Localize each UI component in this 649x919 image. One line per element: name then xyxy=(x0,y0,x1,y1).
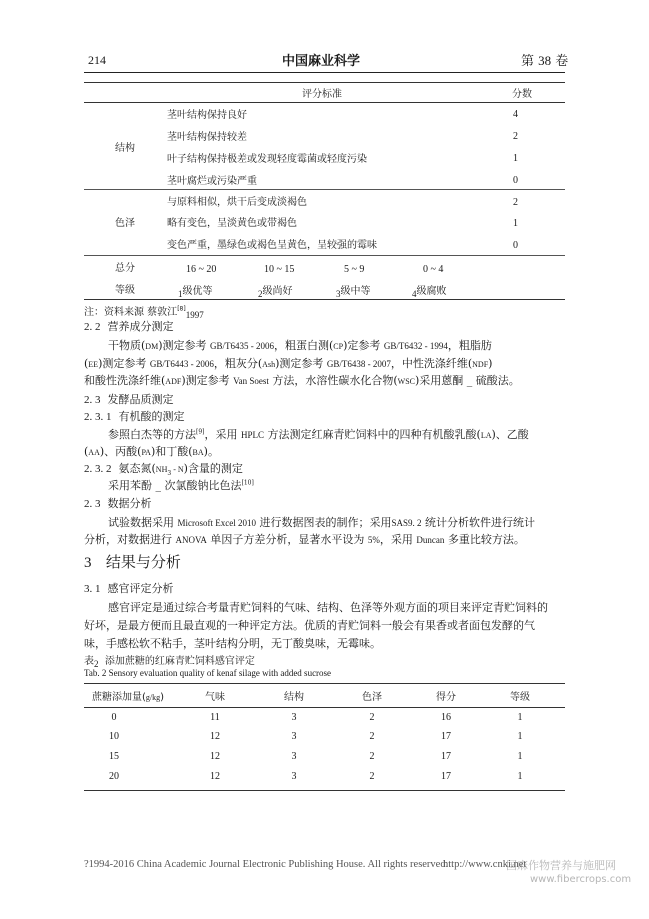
table2-header: 结构 xyxy=(284,692,304,703)
table2-cell: 2 xyxy=(369,751,375,762)
table1-criterion: 略有变色，呈淡黄色或带褐色 xyxy=(167,218,297,229)
section-heading-2-2: 2. 2 营养成分测定 xyxy=(84,320,174,333)
table1-grade: 3级中等 xyxy=(336,286,371,299)
table1-total-range: 5 ~ 9 xyxy=(344,264,365,275)
paragraph-line: 味，手感松软不粘手，茎叶结构分明，无丁酸臭味，无霉味。 xyxy=(84,637,381,650)
copyright-notice: ?1994-2016 China Academic Journal Electronic Publishing House. All rights reserved. xyxy=(84,859,449,870)
table1-score: 2 xyxy=(513,131,518,142)
paragraph-line: (AA)、丙酸(PA)和丁酸(BA)。 xyxy=(84,445,219,458)
table2-cell: 3 xyxy=(291,771,297,782)
table2-cell: 1 xyxy=(517,771,523,782)
table1-note: 注：资料来源 蔡敦江[8]1997 xyxy=(84,305,204,320)
section-heading-2-3-data: 2. 3 数据分析 xyxy=(84,497,152,510)
table1-grade: 2级尚好 xyxy=(258,286,293,299)
table2-cell: 11 xyxy=(210,712,220,723)
volume-label: 第 38 卷 xyxy=(521,53,569,69)
cnki-url[interactable]: http://www.cnki.net xyxy=(443,859,527,870)
table2-cell: 3 xyxy=(291,712,297,723)
table2-caption-en: Tab. 2 Sensory evaluation quality of kenaf silage with added sucrose xyxy=(84,668,332,678)
paragraph-line: 试验数据采用 Microsoft Excel 2010 进行数据图表的制作；采用SAS9. 2 统计分析软件进行统计 xyxy=(108,516,535,529)
table2-cell: 1 xyxy=(517,751,523,762)
table1-total-range: 10 ~ 15 xyxy=(264,264,295,275)
table2-cell: 1 xyxy=(517,731,523,742)
table1-criterion: 茎叶腐烂或污染严重 xyxy=(167,176,257,187)
table2-cell: 0 xyxy=(111,712,117,723)
table1-header-score: 分数 xyxy=(512,89,532,100)
table1-top-rule xyxy=(84,82,565,83)
table1-criterion: 茎叶结构保持良好 xyxy=(167,110,247,121)
watermark-text: 国麻作物营养与施肥网 xyxy=(506,859,616,872)
section-heading-3: 3 结果与分析 xyxy=(84,553,181,571)
table1-group-name: 色泽 xyxy=(115,218,135,229)
table1-criterion: 与原料相似，烘干后变成淡褐色 xyxy=(167,197,307,208)
table2-cell: 16 xyxy=(441,712,451,723)
table2-cell: 10 xyxy=(109,731,119,742)
table2-cell: 1 xyxy=(517,712,523,723)
table2-cell: 15 xyxy=(109,751,119,762)
table2-cell: 2 xyxy=(369,712,375,723)
paragraph-line: 感官评定是通过综合考量青贮饲料的气味、结构、色泽等外观方面的项目来评定青贮饲料的 xyxy=(108,601,548,614)
table1-score: 2 xyxy=(513,197,518,208)
table1-score: 1 xyxy=(513,218,518,229)
table1-total-label: 总分 xyxy=(115,263,135,274)
section-heading-2-3: 2. 3 发酵品质测定 xyxy=(84,393,174,406)
section-heading-3-1: 3. 1 感官评定分析 xyxy=(84,582,174,595)
table2-cell: 3 xyxy=(291,731,297,742)
table2-cell: 12 xyxy=(210,751,220,762)
table1-grade: 1级优等 xyxy=(178,286,213,299)
table1-criterion: 变色严重，墨绿色或褐色呈黄色，呈较强的霉味 xyxy=(167,240,377,251)
table1-score: 1 xyxy=(513,153,518,164)
header-rule xyxy=(84,72,565,73)
paragraph-line: 分析，对数据进行 ANOVA 单因子方差分析，显著水平设为 5%，采用 Duncan 多重比较方法。 xyxy=(84,533,525,546)
table1-grade-label: 等级 xyxy=(115,285,135,296)
paragraph-line: 好坏，是最方便而且最直观的一种评定方法。优质的青贮饲料一般会有果香或者面包发酵的气 xyxy=(84,619,535,632)
page-number: 214 xyxy=(88,53,106,67)
table2-cell: 20 xyxy=(109,771,119,782)
table2-cell: 12 xyxy=(210,731,220,742)
table1-criterion: 茎叶结构保持较差 xyxy=(167,132,247,143)
table2-caption-cn: 表2 添加蔗糖的红麻青贮饲料感官评定 xyxy=(84,656,255,669)
table1-grade: 4级腐败 xyxy=(412,286,447,299)
table1-total-range: 0 ~ 4 xyxy=(423,264,444,275)
table2-cell: 12 xyxy=(210,771,220,782)
table1-score: 0 xyxy=(513,175,518,186)
table2-cell: 17 xyxy=(441,771,451,782)
paragraph-line: 干物质(DM)测定参考 GB/T6435 - 2006，粗蛋白测(CP)定参考 GB/T6432 - 1994，粗脂肪 xyxy=(108,339,492,352)
table2-header: 等级 xyxy=(510,692,530,703)
table2-cell: 3 xyxy=(291,751,297,762)
table1-criterion: 叶子结构保持极差或发现轻度霉菌或轻度污染 xyxy=(167,154,367,165)
table1-bottom-rule xyxy=(84,299,565,300)
table2-bottom-rule xyxy=(84,790,565,791)
table1-group-rule xyxy=(84,189,565,190)
table2-cell: 17 xyxy=(441,731,451,742)
paragraph-line: 和酸性洗涤纤维(ADF)测定参考 Van Soest 方法，水溶性碳水化合物(WSC)采用蒽酮 _ 硫酸法。 xyxy=(84,374,520,387)
table2-header: 得分 xyxy=(436,692,456,703)
paragraph-line: 参照白杰等的方法[9]，采用 HPLC 方法测定红麻青贮饲料中的四种有机酸乳酸(LA)、乙酸 xyxy=(108,428,529,441)
paragraph-line: (EE)测定参考 GB/T6443 - 2006，粗灰分(Ash)测定参考 GB/T6438 - 2007，中性洗涤纤维(NDF) xyxy=(84,357,493,370)
table2-header: 气味 xyxy=(205,692,225,703)
section-heading-2-3-2: 2. 3. 2 氨态氮$(NH_3 - N)$含量的测定 xyxy=(84,462,243,478)
table1-group-name: 结构 xyxy=(115,143,135,154)
table2-top-rule xyxy=(84,683,565,684)
table2-cell: 2 xyxy=(369,771,375,782)
table1-score: 4 xyxy=(513,109,518,120)
table1-score: 0 xyxy=(513,240,518,251)
table2-header: 蔗糖添加量(g/kg) xyxy=(92,692,165,703)
table2-cell: 2 xyxy=(369,731,375,742)
table2-header-rule xyxy=(84,707,565,708)
paragraph-line: 采用苯酚 _ 次氯酸钠比色法[10] xyxy=(108,479,254,492)
section-heading-2-3-1: 2. 3. 1 有机酸的测定 xyxy=(84,410,185,423)
table2-cell: 17 xyxy=(441,751,451,762)
table2-header: 色泽 xyxy=(362,692,382,703)
watermark-url: www.fibercrops.com xyxy=(530,874,632,885)
table1-header-criteria: 评分标准 xyxy=(302,89,342,100)
table1-group-rule xyxy=(84,255,565,256)
table1-header-rule xyxy=(84,102,565,103)
table1-total-range: 16 ~ 20 xyxy=(186,264,217,275)
journal-title: 中国麻业科学 xyxy=(282,54,361,69)
